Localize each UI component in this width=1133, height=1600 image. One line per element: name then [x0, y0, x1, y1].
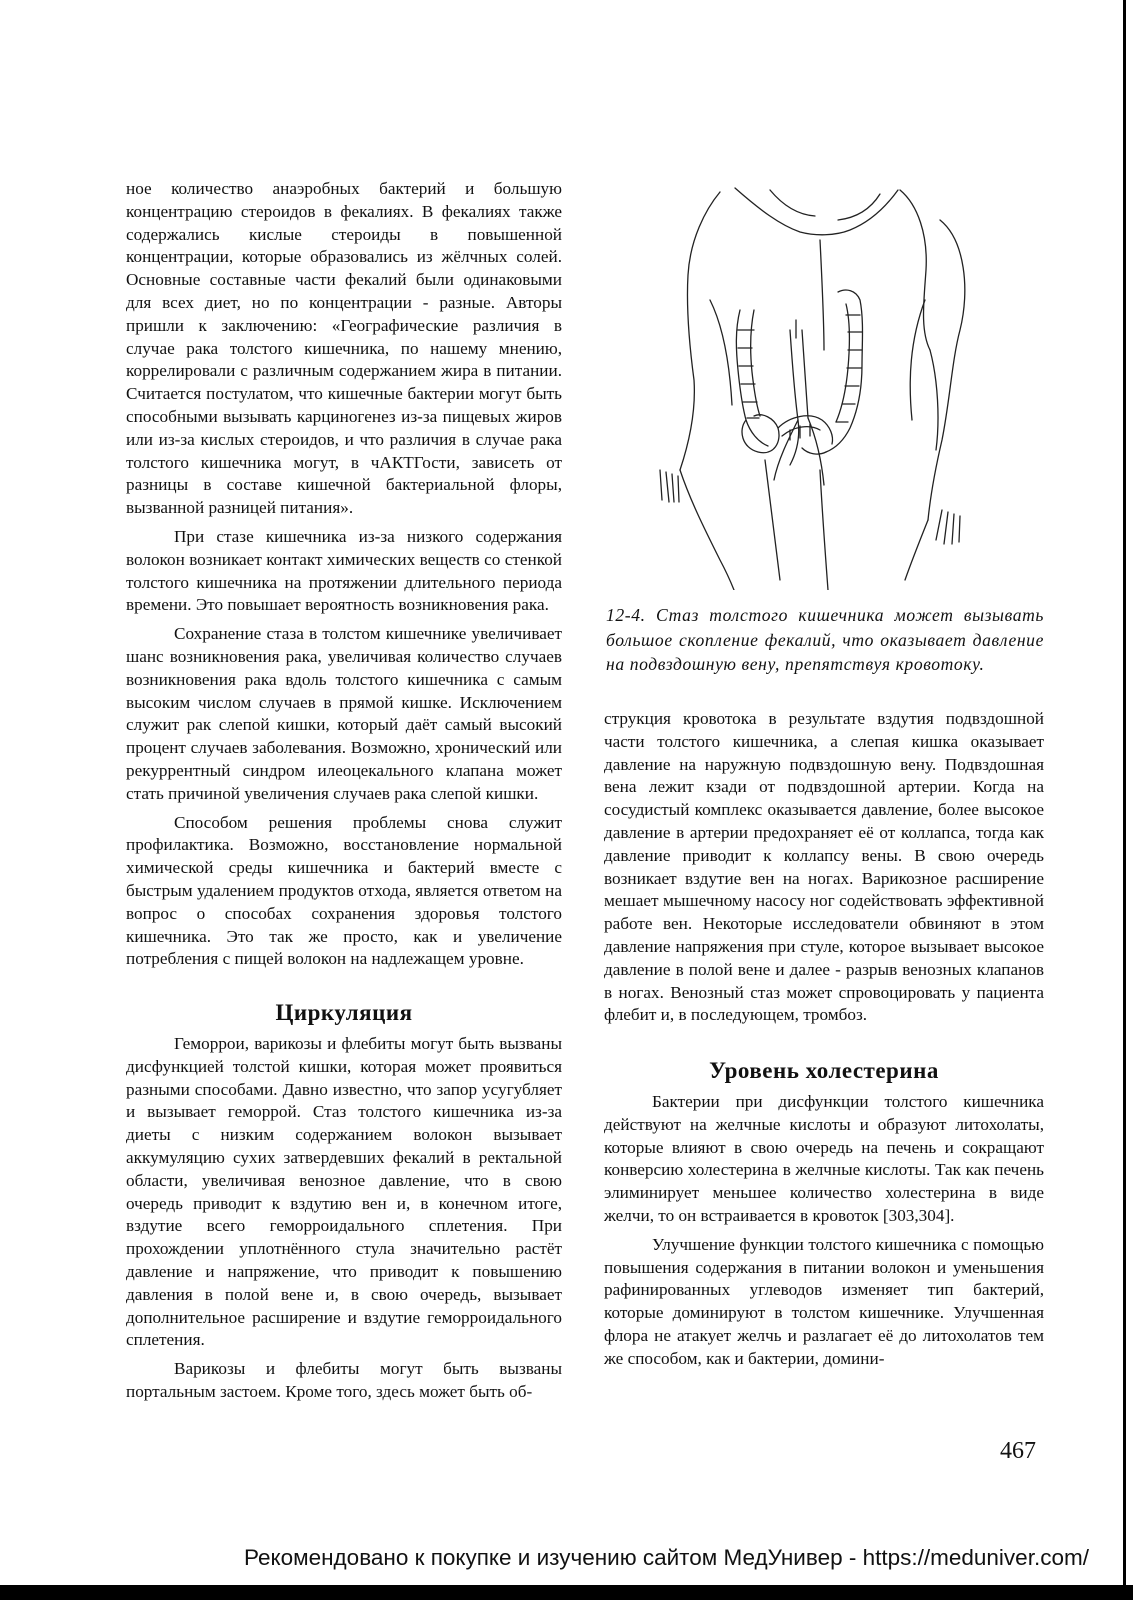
- paragraph: ное количество анаэробных бактерий и большую концентрацию стероидов в фекалиях. В фекалиях также содержались кислые стероиды в повышенной концентрации, которые образовались из жёлчных солей. Основные составные части фекалий были одинаковыми для всех диет, но по концентрации - разные. Авторы пришли к заключению: «Географические различия в случае рака толстого кишечника, по нашему мнению, коррелировали с различным содержанием жира в питании. Считается постулатом, что кишечные бактерии могут быть способными вызывать карциногенез из-за пищевых жиров или из-за кислых стероидов, и что различия в случае рака толстого кишечника могут, в чАКТГости, зависеть от разницы в составе кишечной бактериальной флоры, вызванной разницей питания».: [126, 179, 562, 518]
- section-heading-circulation: Циркуляция: [275, 1000, 413, 1026]
- paragraph: Бактерии при дисфункции толстого кишечника действуют на желчные кислоты и образуют литохолаты, которые влияют в свою очередь на печень и сокращают конверсию холестерина в желчные кислоты. Так как печень элиминирует меньшее количество холестерина в виде желчи, то он встраивается в кровоток [303,304].: [604, 1092, 1044, 1225]
- footer-recommendation: Рекомендовано к покупке и изучению сайтом МедУнивер - https://meduniver.com/: [244, 1545, 1089, 1570]
- anatomy-illustration: [650, 180, 1000, 590]
- paragraph: Геморрои, варикозы и флебиты могут быть вызваны дисфункцией толстой кишки, которая может проявиться разными способами. Давно известно, что запор усугубляет и вызывает геморрой. Стаз толстого кишечника из-за диеты с низким содержанием волокон вызывает аккумуляцию сухих затвердевших фекалий в ректальной области, увеличивая венозное давление, что в свою очередь приводит к вздутию вен и, в конечном итоге, вздутие всего геморроидального сплетения. При прохождении уплотнённого стула значительно растёт давление и напряжение, что приводит к повышению давления в полой вене и, в свою очередь, вызывает дополнительное расширение и вздутие геморроидального сплетения.: [126, 1034, 562, 1350]
- paragraph: Улучшение функции толстого кишечника с помощью повышения содержания в питании волокон и уменьшения рафинированных углеводов изменяет тип бактерий, которые доминируют в толстом кишечнике. Улучшенная флора не атакует желчь и разлагает её до литохолатов тем же способом, как и бактерии, домини-: [604, 1234, 1044, 1368]
- paragraph: Сохранение стаза в толстом кишечнике увеличивает шанс возникновения рака, увеличивая количество случаев возникновения рака вдоль толстого кишечника с самым высоким числом случаев в прямой кишке. Исключением служит рак слепой кишки, который даёт самый высокий процент случаев заболевания. Возможно, хронический или рекуррентный синдром илеоцекального клапана может стать причиной увеличения случаев рака слепой кишки.: [126, 624, 562, 803]
- right-column-cholesterol: [604, 1058, 1044, 1371]
- paragraph: Варикозы и флебиты могут быть вызваны портальным застоем. Кроме того, здесь может быть об-: [126, 1359, 562, 1402]
- paragraph: струкция кровотока в результате вздутия подвздошной части толстого кишечника, а слепая кишка оказывает давление на наружную подвздошную вену. Подвздошная вена лежит кзади от подвздошной артерии. Когда на сосудистый комплекс оказывается давление, более высокое давление в артерии предохраняет её от коллапса, тогда как давление приводит к коллапсу вены. В свою очередь возникает вздутие вен на ногах. Варикозное расширение мешает мышечному насосу ног содействовать эффективной работе вен. Некоторые исследователи обвиняют в этом давление напряжения при стуле, которое вызывает высокое давление в полой вене и далее - разрыв венозных клапанов в ногах. Венозный стаз может спровоцировать у пациента флебит и, в последующем, тромбоз.: [604, 709, 1044, 1025]
- right-column: [604, 708, 1044, 1027]
- figure-caption: 12-4. Стаз толстого кишечника может вызывать большое скопление фекалий, что оказывает давление на подвздошную вену, препятствуя кровотоку.: [606, 605, 1044, 674]
- paragraph: Способом решения проблемы снова служит профилактика. Возможно, восстановление нормальной химической среды кишечника и бактерий вместе с быстрым удалением продуктов отхода, является ответом на вопрос о способах сохранения здоровья толстого кишечника. Это так же просто, как и увеличение потребления с пищей волокон на надлежащем уровне.: [126, 812, 562, 969]
- page-number: 467: [1000, 1438, 1036, 1464]
- page-edge-right: [1123, 0, 1126, 1585]
- section-heading-cholesterol: Уровень холестерина: [709, 1058, 939, 1083]
- left-column: [126, 178, 562, 1404]
- page-edge-bottom: [0, 1585, 1133, 1600]
- paragraph: При стазе кишечника из-за низкого содержания волокон возникает контакт химических веществ со стенкой толстого кишечника на протяжении длительного периода времени. Это повышает вероятность возникновения рака.: [126, 526, 562, 615]
